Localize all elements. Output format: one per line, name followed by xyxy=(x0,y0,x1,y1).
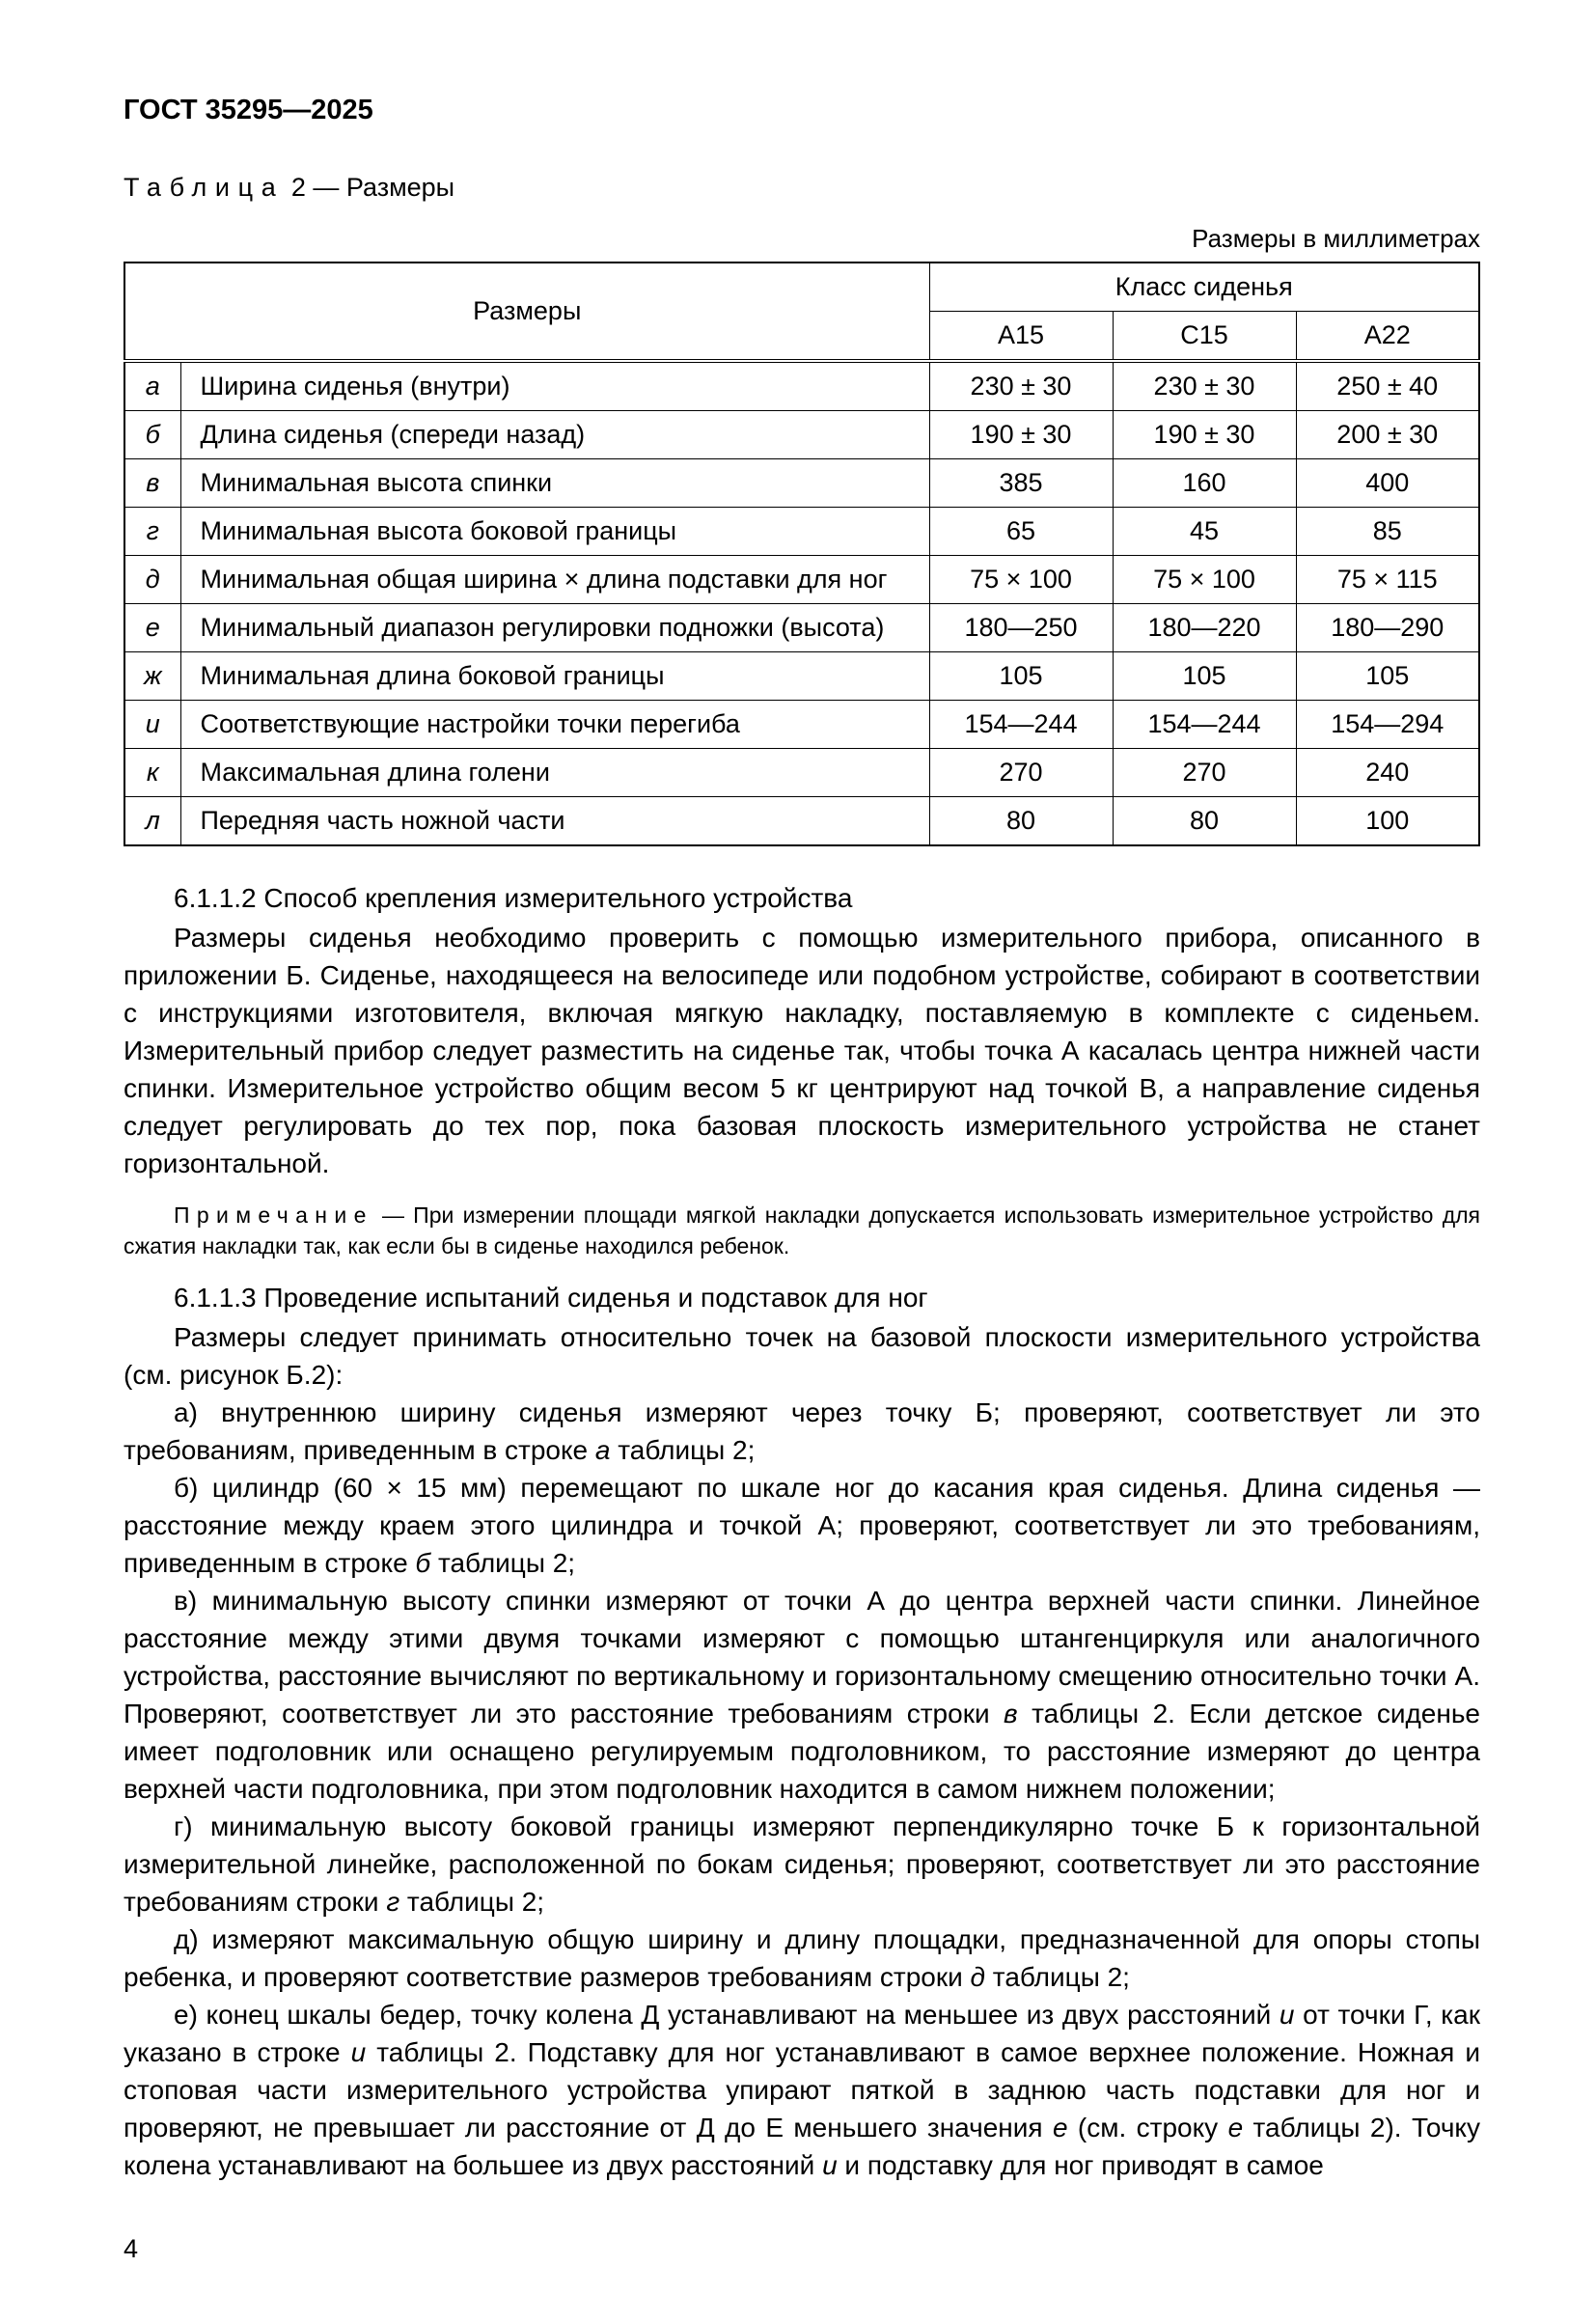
note xyxy=(124,1200,1480,1261)
row-value-А15: 180—250 xyxy=(929,604,1113,652)
italic-row-ref: и xyxy=(1279,2000,1295,2030)
table-row-ж xyxy=(124,652,1479,701)
row-name: Минимальная общая ширина × длина подставки для ног xyxy=(180,556,929,604)
row-value-С15: 160 xyxy=(1113,459,1296,508)
list-item-g xyxy=(124,1808,1480,1921)
row-value-С15: 180—220 xyxy=(1113,604,1296,652)
italic-row-ref: г xyxy=(386,1887,400,1917)
row-value-С15: 75 × 100 xyxy=(1113,556,1296,604)
text-segment: таблицы 2; xyxy=(399,1887,545,1917)
column-header-А22: А22 xyxy=(1296,312,1479,362)
column-header-class-group: Класс сиденья xyxy=(929,263,1479,312)
list-item-a xyxy=(124,1394,1480,1469)
italic-row-ref: е xyxy=(1052,2113,1068,2142)
table-row-е xyxy=(124,604,1479,652)
table-caption xyxy=(124,173,1480,203)
table-caption-word: Таблица xyxy=(124,173,285,202)
text-segment: Примечание xyxy=(174,1202,373,1228)
text-segment: — При измерении площади мягкой накладки допускается использовать измерительное устройство для сжатия накладки так, как если бы в сиденье находился ребенок. xyxy=(124,1202,1480,1258)
dimensions-table xyxy=(124,262,1480,846)
body-text xyxy=(124,879,1480,2184)
row-name: Минимальная высота спинки xyxy=(180,459,929,508)
row-value-С15: 270 xyxy=(1113,749,1296,797)
row-value-А15: 270 xyxy=(929,749,1113,797)
row-value-А22: 250 ± 40 xyxy=(1296,361,1479,411)
row-name: Длина сиденья (спереди назад) xyxy=(180,411,929,459)
row-key: е xyxy=(124,604,180,652)
row-value-А15: 75 × 100 xyxy=(929,556,1113,604)
paragraph-intro xyxy=(124,1318,1480,1394)
row-value-А22: 200 ± 30 xyxy=(1296,411,1479,459)
text-segment: в) минимальную высоту спинки измеряют от точки А до центра верхней части спинки. Линейное расстояние между этими двумя точками измеряют с помощью штангенциркуля или аналогичного устройства, расстояние вычисляют по вертикальному и горизонтальному смещению относительно точки А. Проверяют, соответствует ли это расстояние требованиям строки xyxy=(124,1586,1480,1728)
italic-row-ref: д xyxy=(970,1962,986,1992)
row-name: Минимальная длина боковой границы xyxy=(180,652,929,701)
text-segment: таблицы 2. Подставку для ног устанавливают в самое верхнее положение. Ножная и стоповая части измерительного устройства упирают пяткой в заднюю часть подставки для ног и проверяют, не превышает ли расстояние от Д до Е меньшего значения xyxy=(124,2037,1480,2142)
row-value-А15: 385 xyxy=(929,459,1113,508)
row-value-А22: 105 xyxy=(1296,652,1479,701)
row-value-А22: 154—294 xyxy=(1296,701,1479,749)
row-key: а xyxy=(124,361,180,411)
row-key: л xyxy=(124,797,180,846)
row-value-А22: 100 xyxy=(1296,797,1479,846)
row-value-А22: 180—290 xyxy=(1296,604,1479,652)
clause-6-1-1-2-heading xyxy=(124,879,1480,917)
list-item-d xyxy=(124,1921,1480,1996)
text-segment: (см. строку xyxy=(1067,2113,1228,2142)
text-segment: д) измеряют максимальную общую ширину и длину площадки, предназначенной для опоры стопы ребенка, и проверяют соответствие размеров требованиям строки xyxy=(124,1924,1480,1992)
doc-code: ГОСТ 35295—2025 xyxy=(124,95,373,125)
row-value-А15: 65 xyxy=(929,508,1113,556)
italic-row-ref: в xyxy=(1004,1699,1018,1728)
text-segment: таблицы 2. Если детское сиденье имеет подголовник или оснащено регулируемым подголовником, то расстояние измеряют до центра верхней части подголовника, при этом подголовник находится в самом нижнем положении; xyxy=(124,1699,1480,1804)
row-key: ж xyxy=(124,652,180,701)
column-header-dimensions: Размеры xyxy=(124,263,929,361)
row-value-С15: 230 ± 30 xyxy=(1113,361,1296,411)
row-name: Соответствующие настройки точки перегиба xyxy=(180,701,929,749)
table-row-а xyxy=(124,361,1479,411)
table-row-г xyxy=(124,508,1479,556)
row-value-С15: 45 xyxy=(1113,508,1296,556)
text-segment: таблицы 2; xyxy=(610,1435,756,1465)
column-header-С15: С15 xyxy=(1113,312,1296,362)
text-segment: 6.1.1.3 Проведение испытаний сиденья и подставок для ног xyxy=(174,1283,928,1313)
text-segment: а) внутреннюю ширину сиденья измеряют через точку Б; проверяют, соответствует ли это требованиям, приведенным в строке xyxy=(124,1397,1480,1465)
row-key: к xyxy=(124,749,180,797)
row-key: в xyxy=(124,459,180,508)
row-name: Максимальная длина голени xyxy=(180,749,929,797)
row-value-А15: 190 ± 30 xyxy=(929,411,1113,459)
table-row-и xyxy=(124,701,1479,749)
clause-6-1-1-3-heading xyxy=(124,1279,1480,1316)
row-value-А22: 400 xyxy=(1296,459,1479,508)
table-caption-rest: 2 — Размеры xyxy=(284,173,455,202)
list-item-v xyxy=(124,1582,1480,1808)
table-units-note: Размеры в миллиметрах xyxy=(1192,224,1480,253)
row-name: Минимальная высота боковой границы xyxy=(180,508,929,556)
row-value-А22: 75 × 115 xyxy=(1296,556,1479,604)
row-name: Минимальный диапазон регулировки подножки (высота) xyxy=(180,604,929,652)
paragraph-mounting xyxy=(124,919,1480,1182)
text-segment: таблицы 2; xyxy=(430,1548,576,1578)
row-name: Ширина сиденья (внутри) xyxy=(180,361,929,411)
text-segment: таблицы 2; xyxy=(985,1962,1130,1992)
row-value-С15: 80 xyxy=(1113,797,1296,846)
row-key: б xyxy=(124,411,180,459)
row-key: и xyxy=(124,701,180,749)
row-key: г xyxy=(124,508,180,556)
text-segment: и подставку для ног приводят в самое xyxy=(837,2150,1324,2180)
italic-row-ref: и xyxy=(350,2037,367,2067)
table-row-д xyxy=(124,556,1479,604)
page-number: 4 xyxy=(124,2234,139,2263)
italic-row-ref: а xyxy=(594,1435,611,1465)
italic-row-ref: и xyxy=(822,2150,838,2180)
list-item-e xyxy=(124,1996,1480,2184)
table-row-к xyxy=(124,749,1479,797)
table-row-б xyxy=(124,411,1479,459)
row-value-А15: 154—244 xyxy=(929,701,1113,749)
row-value-С15: 154—244 xyxy=(1113,701,1296,749)
table-header xyxy=(124,263,1479,361)
text-segment: Размеры следует принимать относительно точек на базовой плоскости измерительного устройства (см. рисунок Б.2): xyxy=(124,1322,1480,1390)
row-name: Передняя часть ножной части xyxy=(180,797,929,846)
text-segment: таблицы 2). Точку колена устанавливают на большее из двух расстояний xyxy=(124,2113,1480,2180)
text-segment: г) минимальную высоту боковой границы измеряют перпендикулярно точке Б к горизонтальной измерительной линейке, расположенной по бокам сиденья; проверяют, соответствует ли это расстояние требованиям строки xyxy=(124,1811,1480,1917)
list-item-b xyxy=(124,1469,1480,1582)
italic-row-ref: е xyxy=(1227,2113,1244,2142)
row-value-А15: 105 xyxy=(929,652,1113,701)
row-value-А15: 80 xyxy=(929,797,1113,846)
text-segment: е) конец шкалы бедер, точку колена Д устанавливают на меньшее из двух расстояний xyxy=(174,2000,1280,2030)
row-value-С15: 190 ± 30 xyxy=(1113,411,1296,459)
table-body xyxy=(124,361,1479,845)
text-segment: 6.1.1.2 Способ крепления измерительного устройства xyxy=(174,883,853,913)
text-segment: от точки Г, как указано в строке xyxy=(124,2000,1480,2067)
row-value-А22: 240 xyxy=(1296,749,1479,797)
text-segment: Размеры сиденья необходимо проверить с помощью измерительного прибора, описанного в приложении Б. Сиденье, находящееся на велосипеде или подобном устройстве, собирают в соответствии с инструкциями изготовителя, включая мягкую накладку, поставляемую в комплекте с сиденьем. Измерительный прибор следует разместить на сиденье так, чтобы точка А касалась центра нижней части спинки. Измерительное устройство общим весом 5 кг центрируют над точкой В, а направление сиденья следует регулировать до тех пор, пока базовая плоскость измерительного устройства не станет горизонтальной. xyxy=(124,923,1480,1178)
column-header-А15: А15 xyxy=(929,312,1113,362)
row-value-С15: 105 xyxy=(1113,652,1296,701)
row-key: д xyxy=(124,556,180,604)
text-segment: б) цилиндр (60 × 15 мм) перемещают по шкале ног до касания края сиденья. Длина сиденья — расстояние между краем этого цилиндра и точкой А; проверяют, соответствует ли это требованиям, приведенным в строке xyxy=(124,1473,1480,1578)
table-row-л xyxy=(124,797,1479,846)
row-value-А22: 85 xyxy=(1296,508,1479,556)
table-row-в xyxy=(124,459,1479,508)
table-header-row-1 xyxy=(124,263,1479,312)
row-value-А15: 230 ± 30 xyxy=(929,361,1113,411)
italic-row-ref: б xyxy=(415,1548,431,1578)
